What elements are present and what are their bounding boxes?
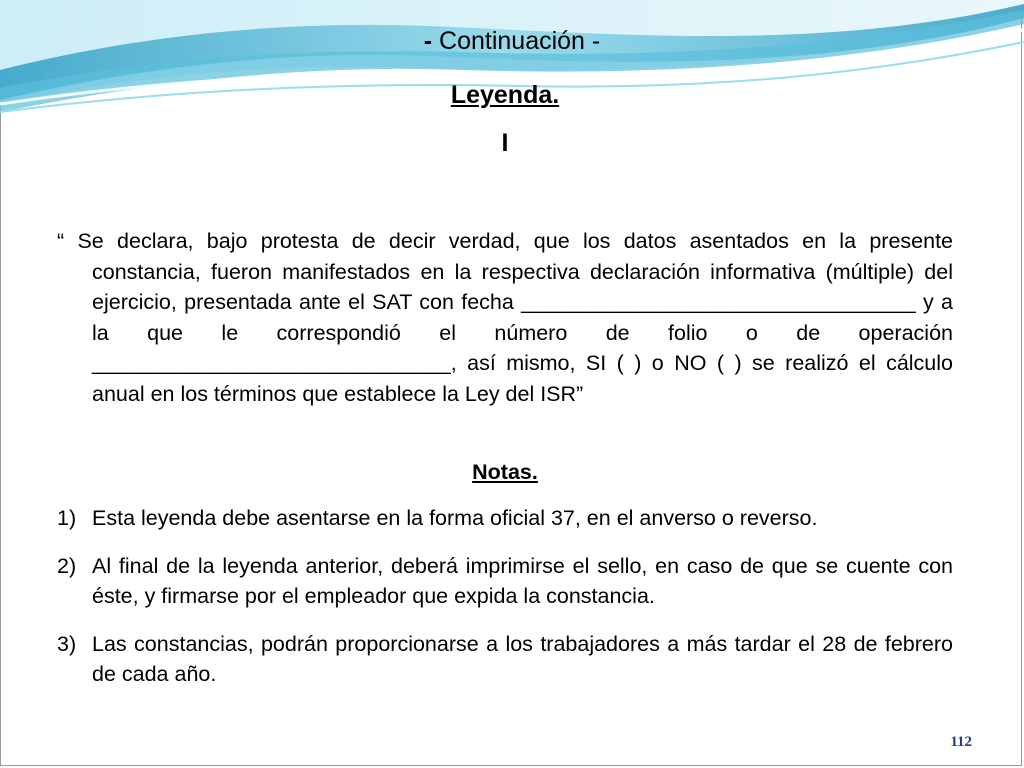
list-item	[57, 503, 953, 534]
notes-list	[57, 503, 953, 707]
roman-numeral: I	[501, 129, 509, 157]
page-number: 112	[950, 734, 972, 750]
decorative-swoosh	[0, 0, 1024, 130]
title-text: Continuación -	[432, 27, 601, 55]
notes-heading: Notas.	[472, 460, 538, 484]
slide-title	[0, 26, 1024, 56]
list-item	[57, 551, 953, 612]
list-item	[57, 629, 953, 690]
declaration-text: “ Se declara, bajo protesta de decir verdad, que los datos asentados en la presente constancia, fueron manifestados en la respectiva declaración informativa (múltiple) del ejercicio, presentada ante el SAT con fecha _________________________________ y a la que le correspondió el número de folio o de operación ______________________________, así mismo, SI ( ) o NO ( ) se realizó el cálculo anual en los términos que establece la Ley del ISR”	[57, 229, 953, 406]
note-text: Al final de la leyenda anterior, deberá imprimirse el sello, en caso de que se cuente con éste, y firmarse por el empleador que expida la constancia.	[92, 553, 953, 608]
note-number: 3)	[57, 631, 77, 656]
legend-heading: Leyenda.	[450, 81, 560, 109]
title-prefix: -	[423, 27, 433, 55]
note-number: 2)	[57, 553, 77, 578]
note-number: 1)	[57, 506, 77, 530]
note-text: Las constancias, podrán proporcionarse a los trabajadores a más tardar el 28 de febrero de cada año.	[92, 631, 953, 686]
note-text: Esta leyenda debe asentarse en la forma oficial 37, en el anverso o reverso.	[92, 506, 818, 530]
